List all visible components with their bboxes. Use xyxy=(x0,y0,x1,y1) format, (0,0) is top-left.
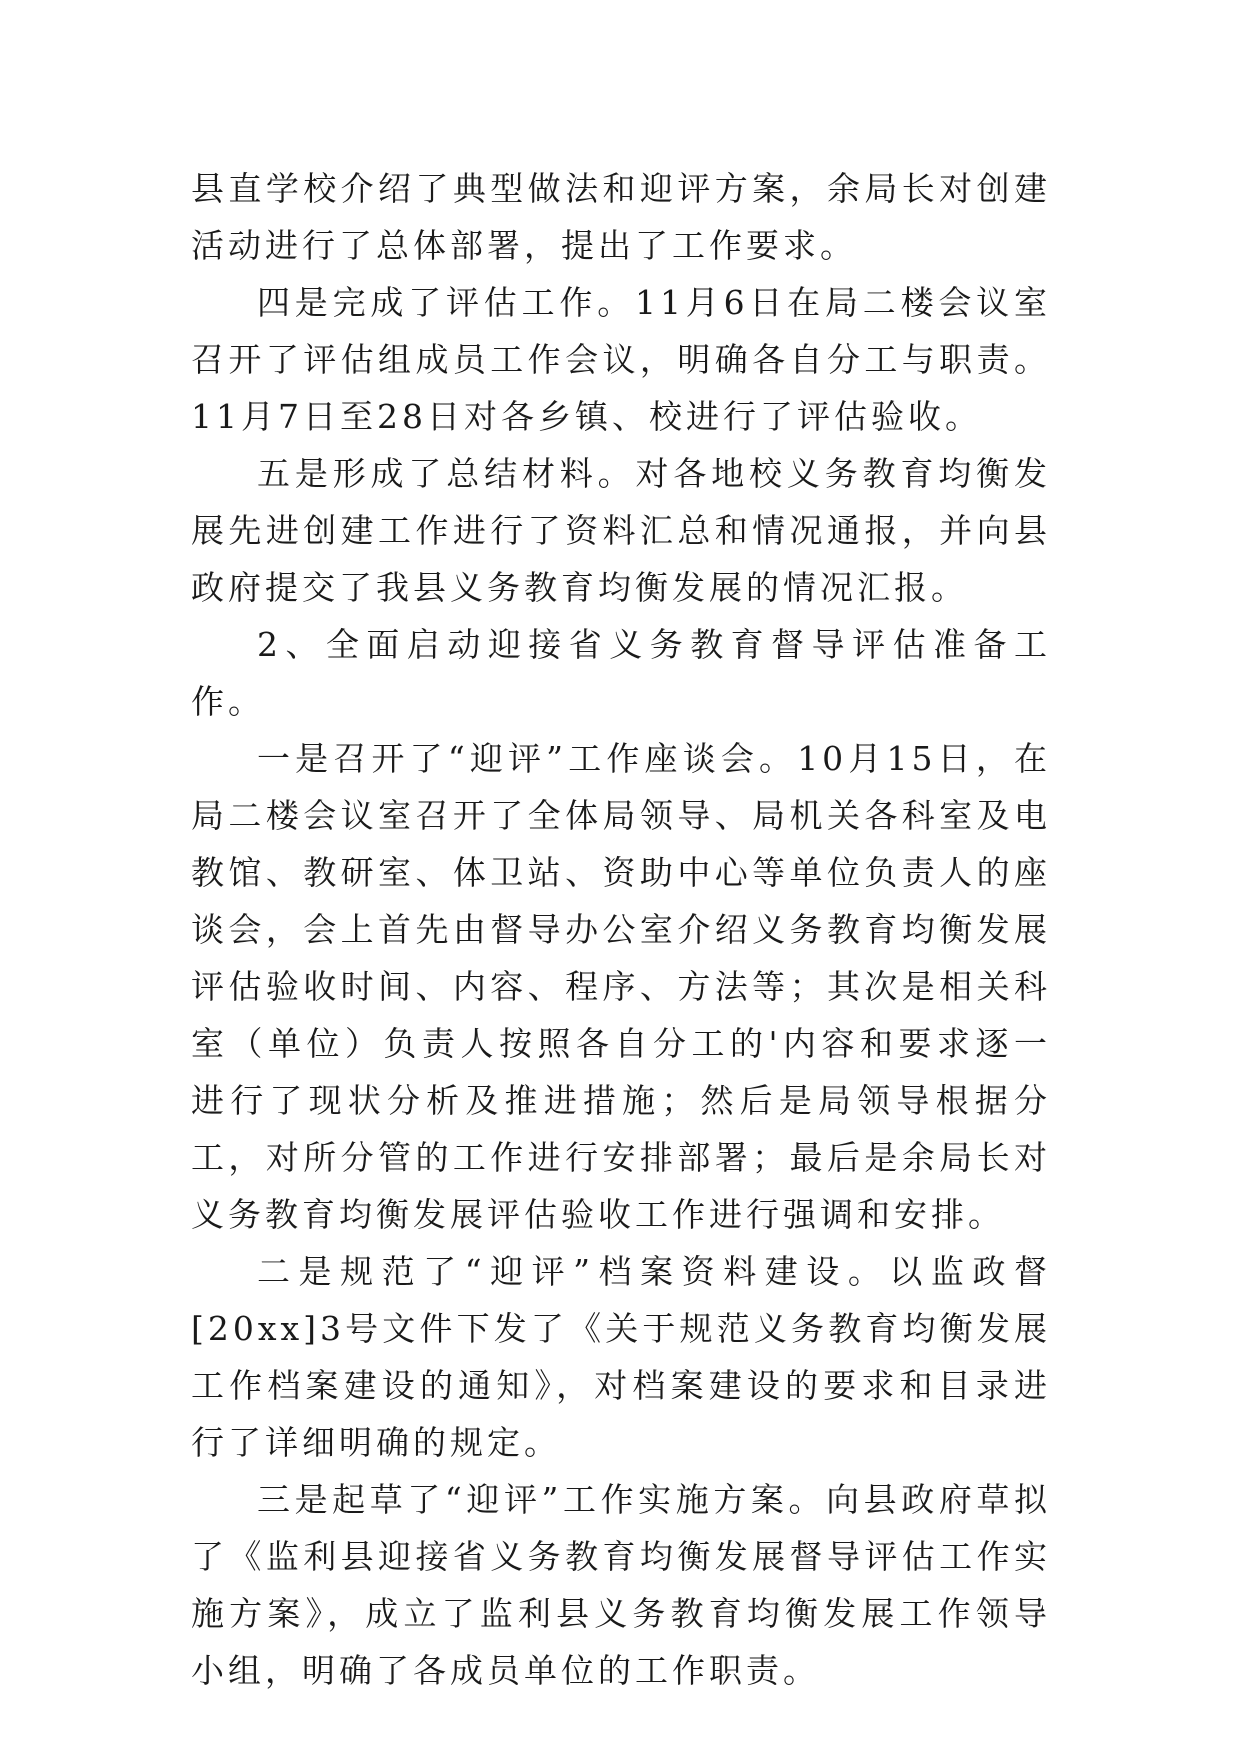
paragraph-summary-materials: 五是形成了总结材料。对各地校义务教育均衡发展先进创建工作进行了资料汇总和情况通报，并向县政府提交了我县义务教育均衡发展的情况汇报。 xyxy=(191,454,1051,607)
paragraph-symposium: 一是召开了“迎评”工作座谈会。10月15日，在局二楼会议室召开了全体局领导、局机关各科室及电教馆、教研室、体卫站、资助中心等单位负责人的座谈会，会上首先由督导办公室介绍义务教育均衡发展评估验收时间、内容、程序、方法等；其次是相关科室（单位）负责人按照各自分工的'内容和要求逐一进行了现状分析及推进措施；然后是局领导根据分工，对所分管的工作进行安排部署；最后是余局长对义务教育均衡发展评估验收工作进行强调和安排。 xyxy=(191,739,1051,1234)
paragraph-section-heading: 2、全面启动迎接省义务教育督导评估准备工作。 xyxy=(191,625,1051,721)
paragraph-implementation-plan: 三是起草了“迎评”工作实施方案。向县政府草拟了《监利县迎接省义务教育均衡发展督导评估工作实施方案》，成立了监利县义务教育均衡发展工作领导小组，明确了各成员单位的工作职责。 xyxy=(191,1480,1051,1690)
paragraph-archive-building: 二是规范了“迎评”档案资料建设。以监政督[20xx]3号文件下发了《关于规范义务教育均衡发展工作档案建设的通知》，对档案建设的要求和目录进行了详细明确的规定。 xyxy=(191,1252,1051,1462)
paragraph-continuation: 县直学校介绍了典型做法和迎评方案，余局长对创建活动进行了总体部署，提出了工作要求。 xyxy=(191,169,1051,265)
document-body xyxy=(191,160,1051,1699)
paragraph-evaluation-work: 四是完成了评估工作。11月6日在局二楼会议室召开了评估组成员工作会议，明确各自分工与职责。11月7日至28日对各乡镇、校进行了评估验收。 xyxy=(191,283,1051,436)
